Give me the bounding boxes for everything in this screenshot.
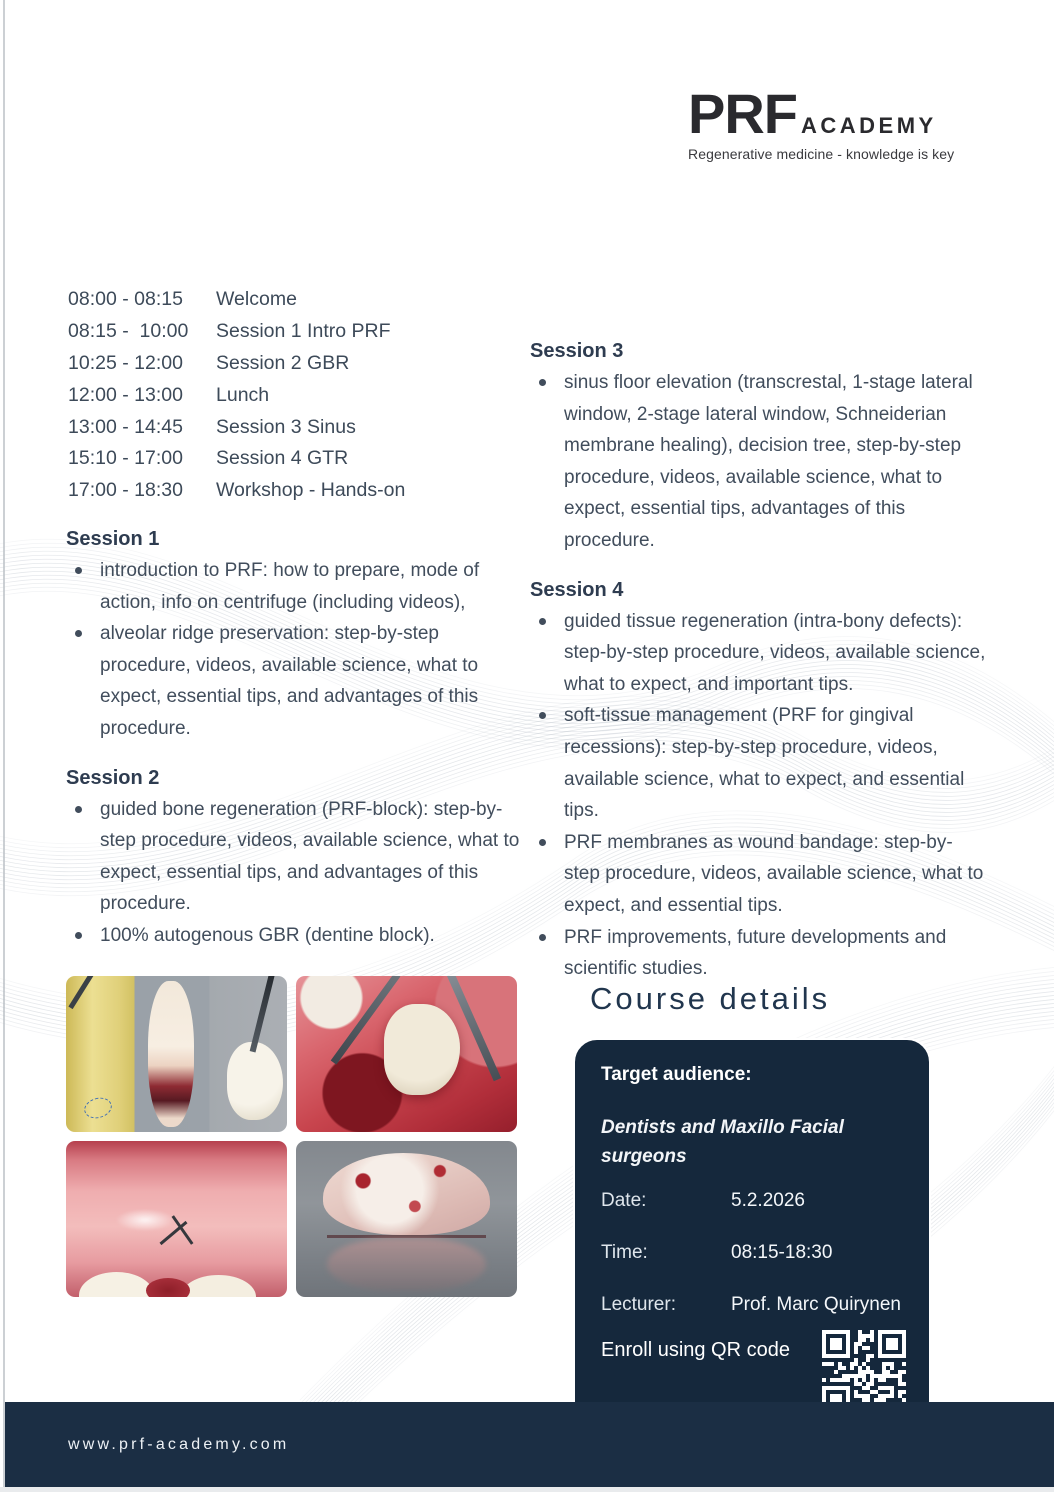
footer-bar <box>5 1402 1054 1487</box>
session-3-block <box>530 336 988 557</box>
logo-prf-text: PRF <box>688 82 797 145</box>
enroll-label: Enroll using QR code <box>601 1339 790 1361</box>
column-left <box>66 524 521 952</box>
lecturer-label: Lecturer: <box>601 1294 676 1315</box>
date-value: 5.2.2026 <box>731 1190 805 1211</box>
schedule-time: 15:10 - 17:00 <box>68 447 183 470</box>
schedule-time: 08:15 - 10:00 <box>68 320 189 343</box>
photo-detail-shape <box>327 1238 486 1291</box>
photo-gingival-suture <box>66 1141 287 1297</box>
photo-detail-shape <box>146 1278 190 1297</box>
target-audience-value: Dentists and Maxillo Facial surgeons <box>601 1117 844 1167</box>
footer-url[interactable]: www.prf-academy.com <box>68 1435 290 1453</box>
logo-academy-text: ACADEMY <box>801 113 937 138</box>
photo-detail-shape <box>227 1042 282 1120</box>
session-2-block <box>66 763 521 952</box>
session-4-block <box>530 575 988 985</box>
bullet-item: PRF membranes as wound bandage: step-by-step procedure, videos, available science, what to expect, and essential tips. <box>530 827 988 922</box>
date-label: Date: <box>601 1190 647 1211</box>
photo-detail-shape <box>110 1207 180 1233</box>
schedule-time: 10:25 - 12:00 <box>68 351 183 374</box>
schedule-time: 13:00 - 14:45 <box>68 415 183 438</box>
schedule-label: Workshop - Hands-on <box>216 479 406 502</box>
schedule-label: Session 2 GBR <box>216 351 350 374</box>
schedule-label: Session 3 Sinus <box>216 415 356 438</box>
page-left-border <box>3 0 5 1492</box>
detail-row-lecturer <box>601 1294 903 1316</box>
bullet-item: alveolar ridge preservation: step-by-step procedure, videos, available science, what to expect, essential tips, and advantages of this procedure. <box>66 618 521 744</box>
photo-detail-shape <box>181 1275 256 1297</box>
target-audience-label: Target audience: <box>601 1064 752 1085</box>
detail-row-time <box>601 1242 903 1264</box>
column-right <box>530 336 988 985</box>
bullet-item: guided bone regeneration (PRF-block): step-by-step procedure, videos, available science, what to expect, essential tips, and advantages of this procedure. <box>66 794 521 920</box>
photo-bone-graft-block <box>296 1141 517 1297</box>
bullet-item: PRF improvements, future developments and scientific studies. <box>530 922 988 985</box>
photo-prf-membrane-preparation <box>66 976 287 1132</box>
detail-row-date <box>601 1190 903 1212</box>
session-3-title: Session 3 <box>530 340 624 362</box>
schedule-label: Session 4 GTR <box>216 447 349 470</box>
schedule-row <box>68 411 405 443</box>
photo-detail-shape <box>148 981 194 1128</box>
photo-detail-shape <box>384 1004 459 1094</box>
lecturer-value: Prof. Marc Quirynen <box>731 1294 901 1315</box>
session-4-title: Session 4 <box>530 578 624 601</box>
photo-detail-shape <box>82 1094 114 1121</box>
page-bottom-edge <box>0 1487 1054 1492</box>
time-value: 08:15-18:30 <box>731 1242 833 1263</box>
schedule-row <box>68 475 405 507</box>
schedule-time: 12:00 - 13:00 <box>68 383 183 406</box>
photo-detail-shape <box>250 976 277 1052</box>
course-details-title: Course details <box>590 981 831 1016</box>
schedule-time: 17:00 - 18:30 <box>68 479 183 502</box>
logo-tagline: Regenerative medicine - knowledge is key <box>688 146 955 162</box>
bullet-item: 100% autogenous GBR (dentine block). <box>66 920 521 952</box>
schedule-row <box>68 316 405 348</box>
time-label: Time: <box>601 1242 648 1263</box>
schedule-row <box>68 443 405 475</box>
bullet-item: guided tissue regeneration (intra-bony defects): step-by-step procedure, videos, available science, what to expect, and important tips. <box>530 606 988 701</box>
bullet-item: sinus floor elevation (transcrestal, 1-stage lateral window, 2-stage lateral window, Schneiderian membrane healing), decision tree, step-by-step procedure, videos, available science, what to expect, essential tips, advantages of this procedure. <box>530 367 988 557</box>
photo-detail-shape <box>79 1272 154 1297</box>
photo-detail-shape <box>69 976 95 1009</box>
schedule-list <box>68 284 405 507</box>
schedule-row <box>68 379 405 411</box>
bullet-item: soft-tissue management (PRF for gingival recessions): step-by-step procedure, videos, available science, what to expect, and essential tips. <box>530 700 988 826</box>
course-details-card <box>573 1038 931 1440</box>
logo-row <box>688 82 958 145</box>
schedule-label: Lunch <box>216 383 270 406</box>
session-1-block <box>66 524 521 745</box>
schedule-label: Session 1 Intro PRF <box>216 320 391 343</box>
schedule-time: 08:00 - 08:15 <box>68 288 183 311</box>
bullet-item: introduction to PRF: how to prepare, mode of action, info on centrifuge (including videos), <box>66 555 521 618</box>
schedule-row <box>68 284 405 316</box>
photo-oral-surgery-tooth <box>296 976 517 1132</box>
session-1-title: Session 1 <box>66 528 160 550</box>
session-2-title: Session 2 <box>66 766 160 789</box>
schedule-row <box>68 348 405 380</box>
photo-detail-shape <box>323 1153 491 1234</box>
brand-logo <box>688 82 958 162</box>
schedule-label: Welcome <box>216 288 297 311</box>
